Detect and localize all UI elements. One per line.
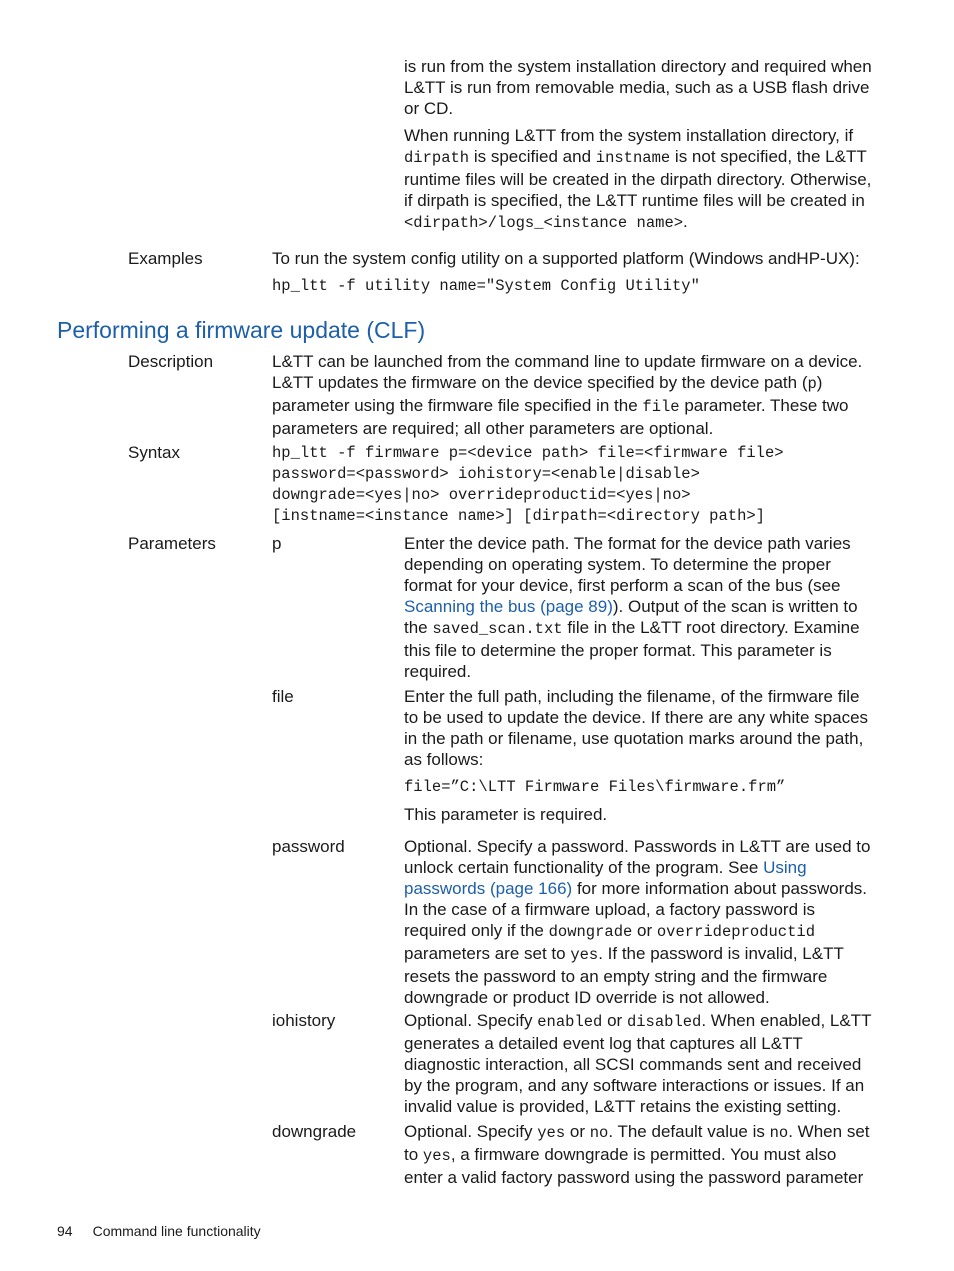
code-p: p <box>807 375 817 393</box>
code-logs-path: <dirpath>/logs_<instance name> <box>404 214 684 232</box>
top-para-2: When running L&TT from the system installation directory, if dirpath is specified and instname is not specified, the L&TT runtime files will be created in the dirpath directory. Otherwise, if dirpath is specified, the L&TT runtime files will be created in <dirpath>/logs_<instance name>. <box>404 126 872 232</box>
examples-code: hp_ltt -f utility name="System Config Utility" <box>272 277 700 295</box>
code-enabled: enabled <box>537 1013 603 1031</box>
file-example-code: file=”C:\LTT Firmware Files\firmware.frm” <box>404 778 786 796</box>
syntax-code <box>272 443 872 527</box>
param-name-file: file <box>272 687 294 706</box>
param-desc-iohistory: Optional. Specify enabled or disabled. When enabled, L&TT generates a detailed event log that captures all L&TT diagnostic interaction, all SCSI commands sent and received by the program, and any software interactions or issues. If an invalid value is provided, L&TT retains the existing setting. <box>404 1011 872 1116</box>
link-scanning-the-bus[interactable]: Scanning the bus (page 89) <box>404 597 613 616</box>
code-file: file <box>642 398 680 416</box>
syntax-line: downgrade=<yes|no> overrideproductid=<yes|no> <box>272 486 691 504</box>
param-desc-p: Enter the device path. The format for the device path varies depending on operating system. To determine the proper format for your device, first perform a scan of the bus (see Scanning the bus (page 89)). Output of the scan is written to the saved_scan.txt file in the L&TT root directory. Examine this file to determine the proper format. This parameter is required. <box>404 534 860 681</box>
param-name-password: password <box>272 837 345 856</box>
code-instname: instname <box>595 149 671 167</box>
code-yes: yes <box>537 1124 566 1142</box>
examples-label: Examples <box>128 249 203 268</box>
examples-text: To run the system config utility on a supported platform (Windows andHP-UX): <box>272 249 860 268</box>
code-downgrade: downgrade <box>548 923 633 941</box>
code-yes: yes <box>422 1147 451 1165</box>
link-using-passwords[interactable]: Using passwords (page 166) <box>404 858 807 898</box>
code-yes: yes <box>570 946 599 964</box>
param-desc-downgrade: Optional. Specify yes or no. The default value is no. When set to yes, a firmware downgrade is permitted. You must also enter a valid factory password using the password parameter <box>404 1122 870 1187</box>
top-para-1: is run from the system installation directory and required when L&TT is run from removable media, such as a USB flash drive or CD. <box>404 57 872 118</box>
file-required: This parameter is required. <box>404 805 608 824</box>
syntax-line: hp_ltt -f firmware p=<device path> file=<firmware file> <box>272 444 784 462</box>
param-name-downgrade: downgrade <box>272 1122 357 1141</box>
description-label: Description <box>128 352 214 371</box>
page-footer <box>57 1222 261 1240</box>
param-name-p: p <box>272 534 282 553</box>
param-name-iohistory: iohistory <box>272 1011 336 1030</box>
code-saved-scan: saved_scan.txt <box>432 620 563 638</box>
description-text: L&TT can be launched from the command line to update firmware on a device. L&TT updates the firmware on the device specified by the device path (p) parameter using the firmware file specified in the file parameter. These two parameters are required; all other parameters are optional. <box>272 352 863 438</box>
section-title: Performing a firmware update (CLF) <box>57 317 426 343</box>
top-continuation <box>404 56 872 234</box>
syntax-line: password=<password> iohistory=<enable|disable> <box>272 465 700 483</box>
code-no: no <box>769 1124 789 1142</box>
code-no: no <box>589 1124 609 1142</box>
page-number: 94 <box>57 1223 73 1239</box>
code-disabled: disabled <box>626 1013 702 1031</box>
param-desc-password: Optional. Specify a password. Passwords in L&TT are used to unlock certain functionality of the program. See Using passwords (page 166) for more information about passwords. In the case of a firmware upload, a factory password is required only if the downgrade or overrideproductid parameters are set to yes. If the password is invalid, L&TT resets the password to an empty string and the firmware downgrade or product ID override is not allowed. <box>404 837 871 1007</box>
parameters-label: Parameters <box>128 534 216 553</box>
syntax-line: [instname=<instance name>] [dirpath=<directory path>] <box>272 507 765 525</box>
code-dirpath: dirpath <box>404 149 470 167</box>
param-desc-file: Enter the full path, including the filename, of the firmware file to be used to update the device. If there are any white spaces in the path or filename, use quotation marks around the path, as follows: <box>404 687 869 769</box>
chapter-title: Command line functionality <box>92 1223 261 1239</box>
syntax-label: Syntax <box>128 443 180 462</box>
code-overrideproductid: overrideproductid <box>656 923 816 941</box>
